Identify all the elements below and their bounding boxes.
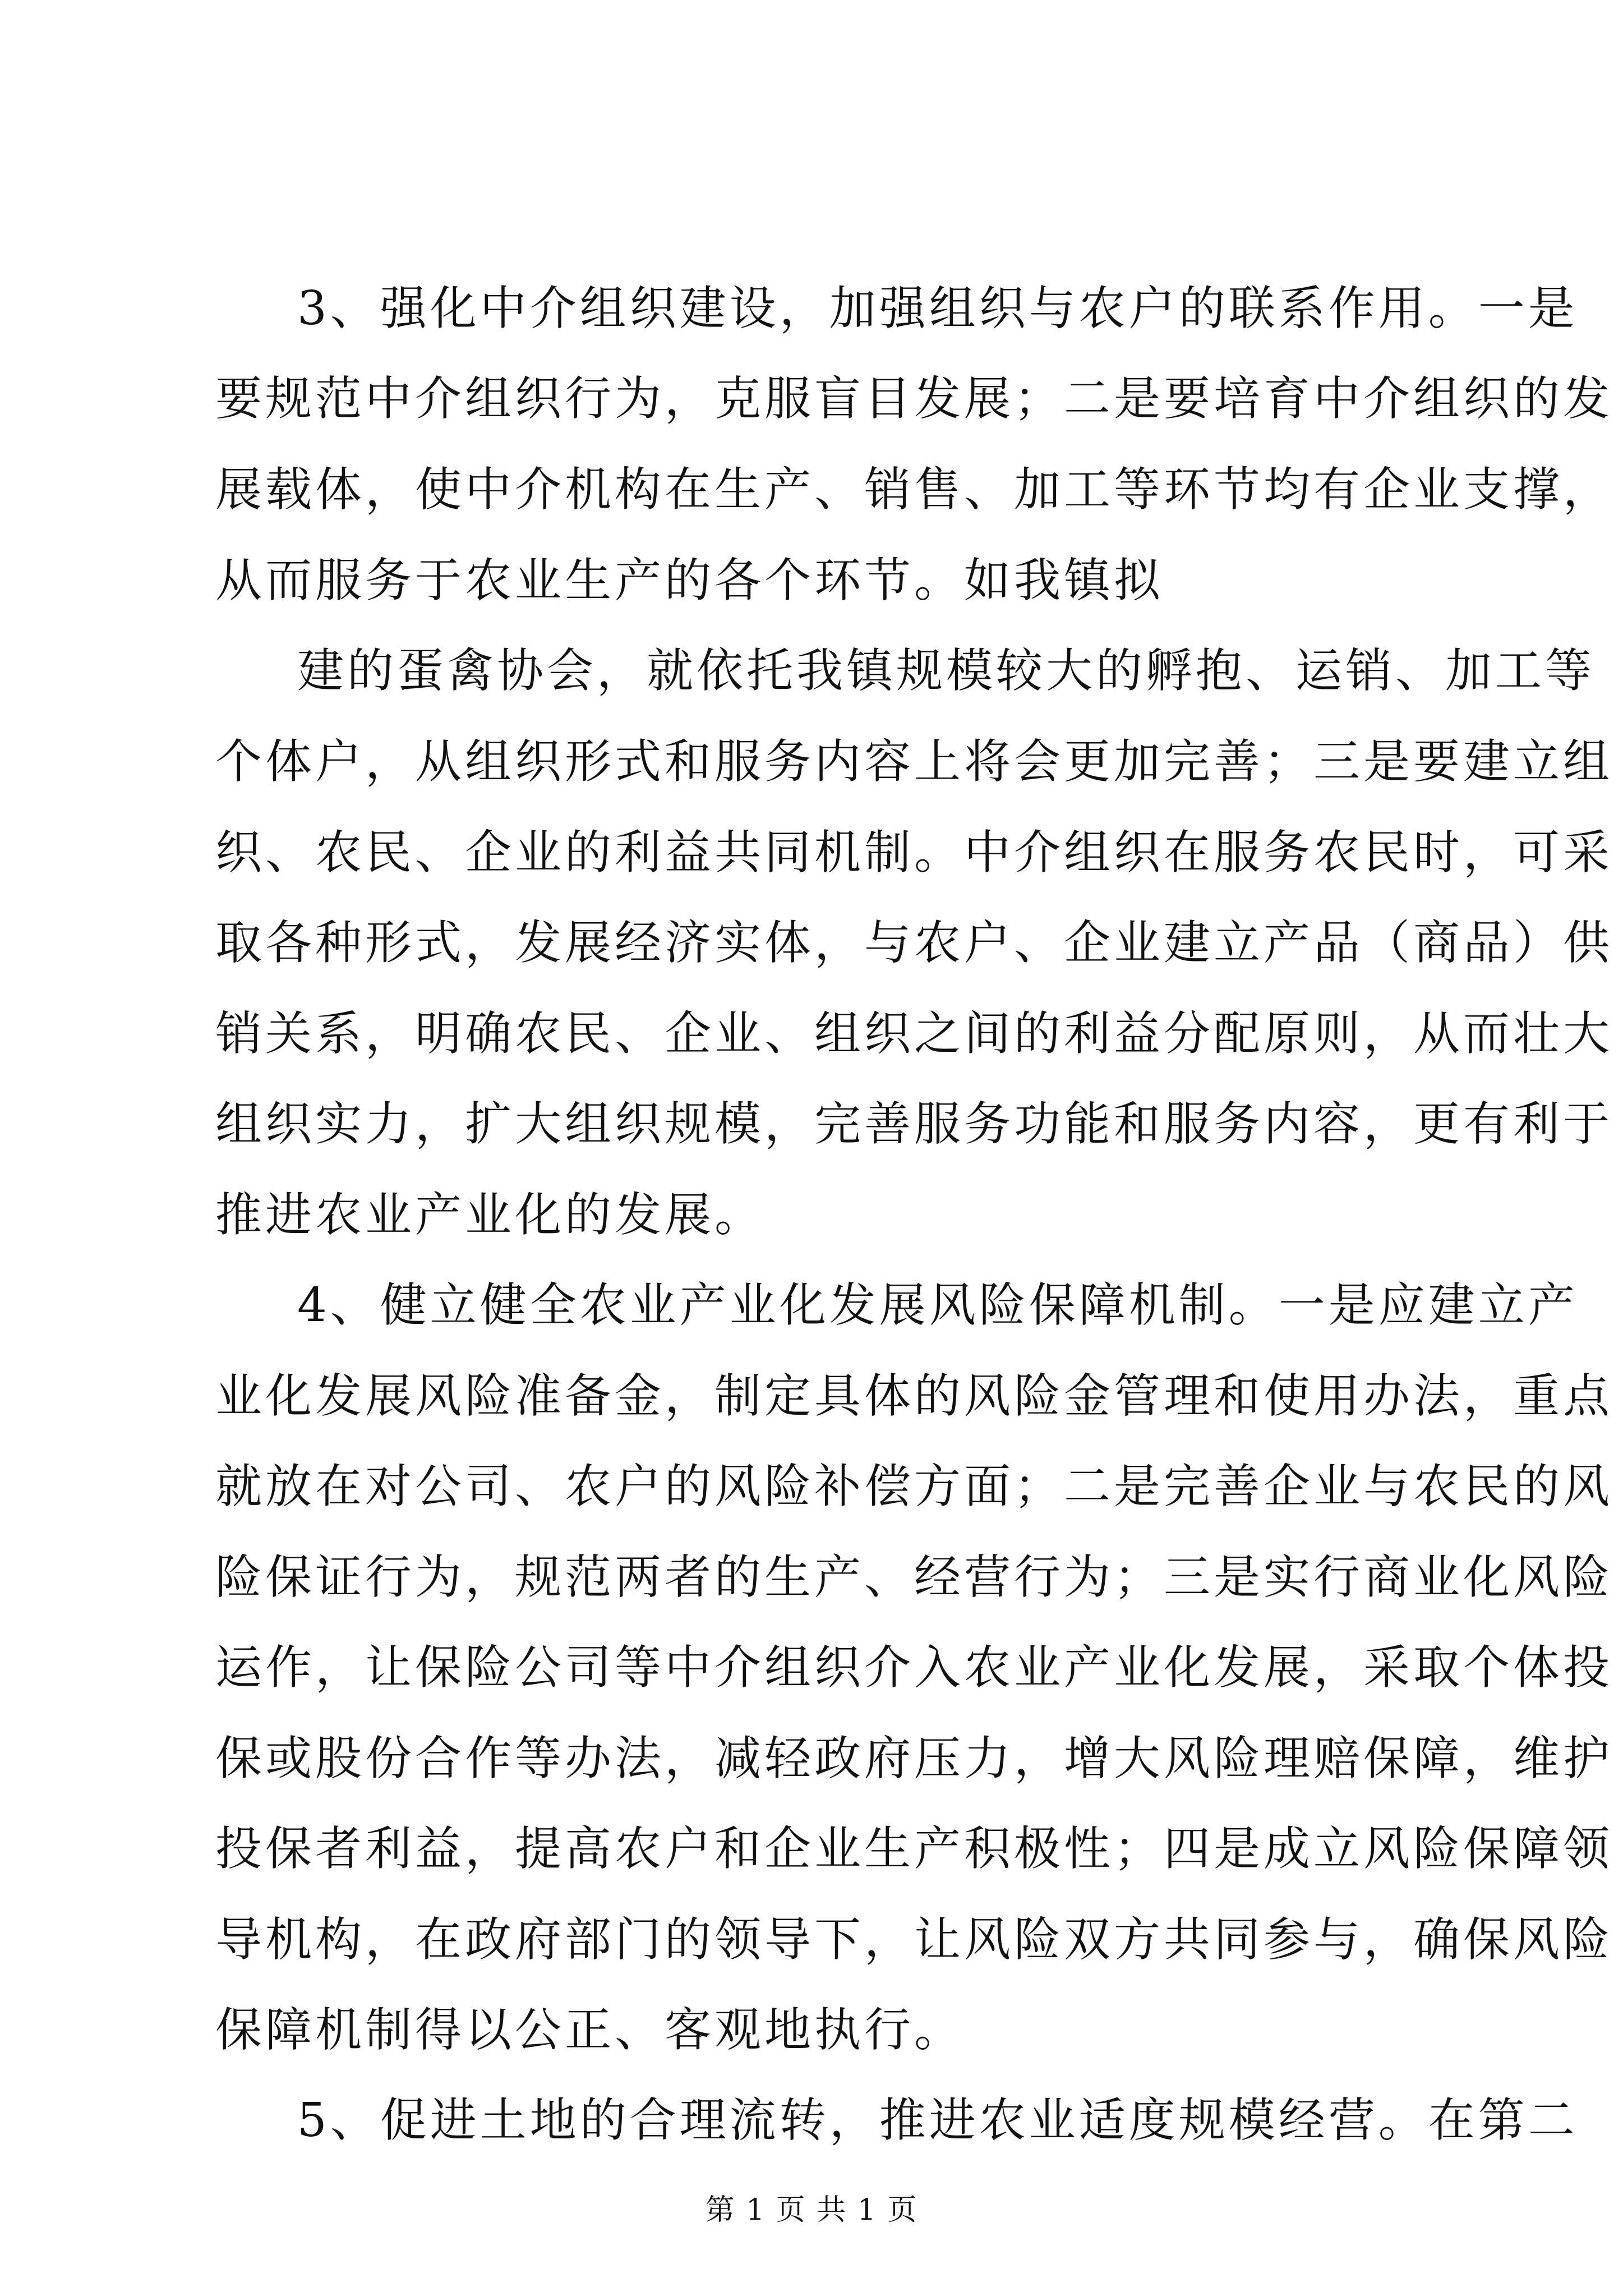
paragraph-3-line-1: 3、强化中介组织建设，加强组织与农户的联系作用。一是	[297, 281, 1578, 335]
paragraph-4-line-2: 业化发展风险准备金，制定具体的风险金管理和使用办法，重点	[215, 1369, 1613, 1423]
paragraph-3-line-2: 要规范中介组织行为，克服盲目发展；二是要培育中介组织的发	[215, 371, 1613, 426]
paragraph-4-line-8: 导机构，在政府部门的领导下，让风险双方共同参与，确保风险	[215, 1912, 1613, 1967]
paragraph-3b-line-2: 个体户，从组织形式和服务内容上将会更加完善；三是要建立组	[215, 734, 1613, 789]
paragraph-4-line-9: 保障机制得以公正、客观地执行。	[215, 2003, 964, 2057]
paragraph-4-line-3: 就放在对公司、农户的风险补偿方面；二是完善企业与农民的风	[215, 1459, 1613, 1513]
paragraph-3-line-4: 从而服务于农业生产的各个环节。如我镇拟	[215, 553, 1164, 608]
page-footer: 第 1 页 共 1 页	[705, 2193, 918, 2227]
paragraph-3b-line-3: 织、农民、企业的利益共同机制。中介组织在服务农民时，可采	[215, 825, 1613, 880]
paragraph-3b-line-4: 取各种形式，发展经济实体，与农户、企业建立产品（商品）供	[215, 915, 1613, 970]
paragraph-5-line-1: 5、促进土地的合理流转，推进农业适度规模经营。在第二	[297, 2093, 1578, 2147]
paragraph-3b-line-6: 组织实力，扩大组织规模，完善服务功能和服务内容，更有利于	[215, 1097, 1613, 1151]
paragraph-4-line-6: 保或股份合作等办法，减轻政府压力，增大风险理赔保障，维护	[215, 1731, 1613, 1786]
paragraph-3-line-3: 展载体，使中介机构在生产、销售、加工等环节均有企业支撑，	[215, 462, 1613, 517]
paragraph-4-line-5: 运作，让保险公司等中介组织介入农业产业化发展，采取个体投	[215, 1640, 1613, 1695]
paragraph-4-line-7: 投保者利益，提高农户和企业生产积极性；四是成立风险保障领	[215, 1821, 1613, 1876]
paragraph-3b-line-7: 推进农业产业化的发展。	[215, 1188, 764, 1242]
paragraph-3b-line-5: 销关系，明确农民、企业、组织之间的利益分配原则，从而壮大	[215, 1006, 1613, 1061]
paragraph-4-line-1: 4、健立健全农业产业化发展风险保障机制。一是应建立产	[297, 1278, 1578, 1332]
paragraph-3b-line-1: 建的蛋禽协会，就依托我镇规模较大的孵抱、运销、加工等	[297, 643, 1595, 698]
paragraph-4-line-4: 险保证行为，规范两者的生产、经营行为；三是实行商业化风险	[215, 1550, 1613, 1604]
